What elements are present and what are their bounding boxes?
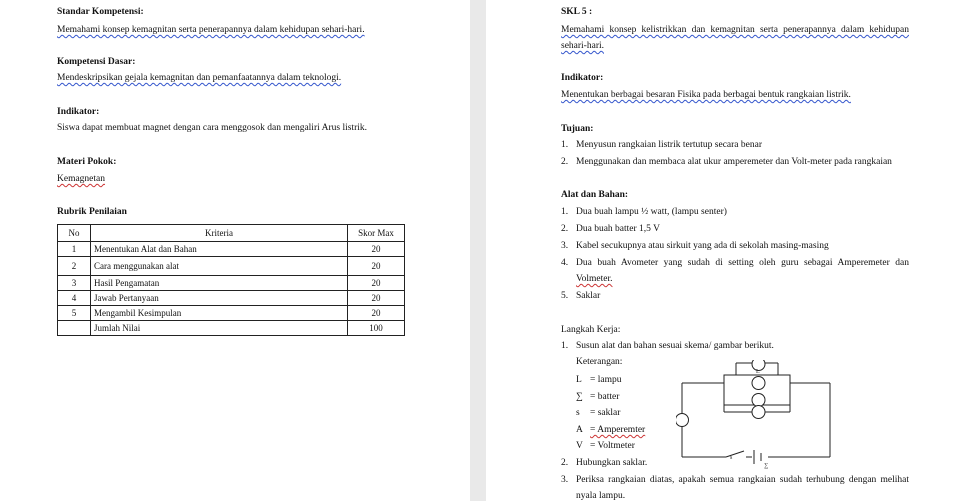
tujuan-item: Menyusun rangkaian listrik tertutup secara benar	[576, 140, 762, 150]
ammeter-icon	[752, 406, 765, 419]
indikator-label-left: Indikator:	[57, 107, 100, 117]
legend-desc: = lampu	[590, 375, 622, 385]
alat-item-cont: Volmeter.	[576, 274, 613, 284]
table-row	[58, 306, 405, 321]
alat-label: Alat dan Bahan:	[561, 190, 629, 200]
legend-symbol: ∑	[576, 392, 583, 402]
langkah-num: 1.	[561, 341, 569, 351]
alat-item: Kabel secukupnya atau sirkuit yang ada di sekolah masing-masing	[576, 241, 829, 251]
page-gutter	[470, 0, 486, 501]
alat-num: 1.	[561, 207, 569, 217]
cell-empty	[58, 321, 91, 336]
langkah-item-cont: nyala lampu.	[576, 491, 626, 501]
indikator-text-left: Siswa dapat membuat magnet dengan cara menggosok dan mengaliri Arus listrik.	[57, 123, 367, 133]
tujuan-num: 2.	[561, 157, 569, 167]
sk-label: Standar Kompetensi:	[57, 7, 144, 17]
cell-no: 5	[58, 306, 91, 321]
langkah-item: Hubungkan saklar.	[576, 458, 648, 468]
cell-skor: 20	[348, 242, 405, 257]
legend-desc: = Amperemter	[590, 425, 646, 435]
table-row	[58, 257, 405, 276]
alat-num: 5.	[561, 291, 569, 301]
alat-num: 3.	[561, 241, 569, 251]
tujuan-item: Menggunakan dan membaca alat ukur amperemeter dan Volt-meter pada rangkaian	[576, 157, 892, 167]
table-row	[58, 291, 405, 306]
table-header-row	[58, 225, 405, 242]
table-total-row	[58, 321, 405, 336]
cell-skor: 20	[348, 276, 405, 291]
switch-label: s	[730, 455, 733, 461]
tujuan-num: 1.	[561, 140, 569, 150]
cell-total-value: 100	[348, 321, 405, 336]
cell-no: 1	[58, 242, 91, 257]
legend-desc: = Voltmeter	[590, 441, 635, 451]
cell-total-label: Jumlah Nilai	[91, 321, 348, 336]
cell-no: 3	[58, 276, 91, 291]
rubrik-label: Rubrik Penilaian	[57, 207, 127, 217]
sk-text: Memahami konsep kemagnitan serta penerapannya dalam kehidupan sehari-hari.	[57, 25, 365, 35]
langkah-label: Langkah Kerja:	[561, 325, 621, 335]
legend-symbol: A	[576, 425, 583, 435]
lamp-label: L	[756, 369, 760, 375]
legend-symbol: V	[576, 441, 583, 451]
alat-item: Dua buah lampu ½ watt, (lampu senter)	[576, 207, 727, 217]
circuit-diagram	[676, 360, 836, 470]
langkah-num: 3.	[561, 475, 569, 485]
legend-desc: = saklar	[590, 408, 621, 418]
header-skor: Skor Max	[348, 225, 405, 242]
header-kriteria: Kriteria	[91, 225, 348, 242]
indikator-text-right: Menentukan berbagai besaran Fisika pada berbagai bentuk rangkaian listrik.	[561, 90, 851, 100]
switch-icon	[726, 451, 744, 457]
legend-symbol: s	[576, 408, 580, 418]
cell-skor: 20	[348, 291, 405, 306]
legend-desc: = batter	[590, 392, 620, 402]
lamp-icon	[752, 377, 765, 390]
voltmeter-icon	[676, 414, 689, 427]
skl-label: SKL 5 :	[561, 7, 593, 17]
ammeter-icon	[752, 394, 765, 407]
cell-no: 4	[58, 291, 91, 306]
kd-text: Mendeskripsikan gejala kemagnitan dan pemanfaatannya dalam teknologi.	[57, 73, 342, 83]
cell-kriteria: Mengambil Kesimpulan	[91, 306, 348, 321]
table-row	[58, 276, 405, 291]
battery-label: ∑	[764, 463, 769, 469]
materi-text: Kemagnetan	[57, 174, 106, 184]
cell-kriteria: Cara menggunakan alat	[91, 257, 348, 276]
skl-text-line2: sehari-hari.	[561, 41, 604, 51]
langkah-item: Susun alat dan bahan sesuai skema/ gambar berikut.	[576, 341, 774, 351]
skl-text-line1: Memahami konsep kelistrikkan dan kemagnitan serta penerapannya dalam kehidupan	[561, 25, 909, 35]
indikator-label-right: Indikator:	[561, 73, 604, 83]
langkah-item: Periksa rangkaian diatas, apakah semua rangkaian sudah terhubung dengan melihat	[576, 475, 909, 485]
cell-skor: 20	[348, 257, 405, 276]
kd-label: Kompetensi Dasar:	[57, 57, 136, 67]
tujuan-label: Tujuan:	[561, 124, 594, 134]
langkah-num: 2.	[561, 458, 569, 468]
legend-symbol: L	[576, 375, 582, 385]
materi-label: Materi Pokok:	[57, 157, 117, 167]
cell-no: 2	[58, 257, 91, 276]
alat-item: Dua buah batter 1,5 V	[576, 224, 660, 234]
rubric-table	[57, 224, 405, 336]
table-row	[58, 242, 405, 257]
cell-kriteria: Hasil Pengamatan	[91, 276, 348, 291]
keterangan-label: Keterangan:	[576, 357, 623, 367]
alat-num: 2.	[561, 224, 569, 234]
cell-kriteria: Menentukan Alat dan Bahan	[91, 242, 348, 257]
cell-kriteria: Jawab Pertanyaan	[91, 291, 348, 306]
header-no: No	[58, 225, 91, 242]
alat-item: Saklar	[576, 291, 601, 301]
alat-item: Dua buah Avometer yang sudah di setting oleh guru sebagai Amperemeter dan	[576, 258, 909, 268]
cell-skor: 20	[348, 306, 405, 321]
alat-num: 4.	[561, 258, 569, 268]
